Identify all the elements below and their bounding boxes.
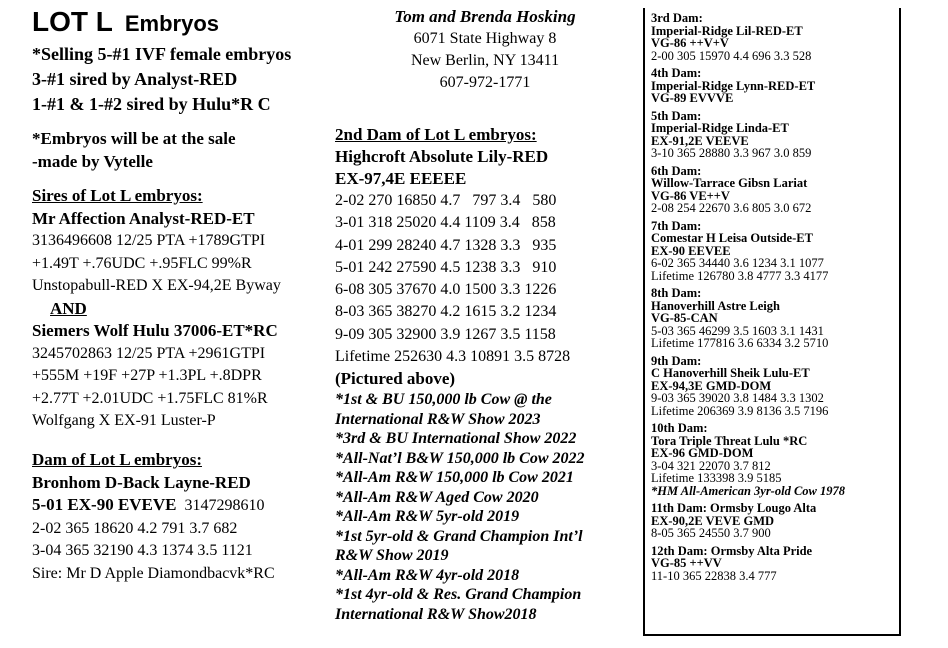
dam-entry-class: EX-91,2E VEEVE xyxy=(651,133,749,148)
dam-block xyxy=(32,449,275,585)
dam-entry-4 xyxy=(651,67,899,105)
sires-block xyxy=(32,185,281,433)
record-line: 8-03 365 38270 4.2 1615 3.2 1234 xyxy=(335,303,557,321)
dam-entry-name: Hanoverhill Astre Leigh xyxy=(651,298,780,313)
honor-line: *All-Am R&W Aged Cow 2020 xyxy=(335,488,539,506)
dam-registration: 3147298610 xyxy=(184,497,265,514)
dam-entry-name: Tora Triple Threat Lulu *RC xyxy=(651,433,808,448)
dam-entry-class: EX-90,2E VEVE GMD xyxy=(651,513,775,528)
dam-entry-class: VG-85-CAN xyxy=(651,311,718,325)
dam-entry-lifetime: Lifetime 126780 3.8 4777 3.3 4177 xyxy=(651,268,829,283)
dam-entry-record: 11-10 365 22838 3.4 777 xyxy=(651,568,777,583)
honor-line: *All-Am R&W 150,000 lb Cow 2021 xyxy=(335,469,574,486)
dam-record-line: 2-02 365 18620 4.2 791 3.7 682 xyxy=(32,519,238,537)
pedigree-box xyxy=(643,8,901,636)
dam-entry-record: 2-08 254 22670 3.6 805 3.0 672 xyxy=(651,201,812,215)
lot-title-lot: LOT L xyxy=(32,6,113,37)
dam-entry-record: 8-05 365 24550 3.7 900 xyxy=(651,526,771,540)
dam-label: 9th Dam: xyxy=(651,353,702,368)
second-dam-classification: EX-97,4E EEEEE xyxy=(335,169,467,188)
lifetime-record: Lifetime 252630 4.3 10891 3.5 8728 xyxy=(335,348,571,366)
dam-heading: Dam of Lot L embryos: xyxy=(32,450,202,469)
dam-entry-record: 6-02 365 34440 3.6 1234 3.1 1077 xyxy=(651,256,824,270)
dam-entry-name: Imperial-Ridge Lil-RED-ET xyxy=(651,23,803,38)
record-line: 4-01 299 28240 4.7 1328 3.3 935 xyxy=(335,236,557,254)
record-line: 3-01 318 25020 4.4 1109 3.4 858 xyxy=(335,214,556,232)
owner-block xyxy=(335,6,635,94)
honor-line: *All-Nat’l B&W 150,000 lb Cow 2022 xyxy=(335,449,585,467)
dam-name: Bronhom D-Back Layne-RED xyxy=(32,472,251,492)
dam-entry-name: Imperial-Ridge Lynn-RED-ET xyxy=(651,78,816,93)
sale-note-block xyxy=(32,128,236,173)
and-label: AND xyxy=(50,298,87,318)
address-line: 6071 State Highway 8 xyxy=(413,30,557,47)
dam-entry-name: Willow-Tarrace Gibsn Lariat xyxy=(651,176,808,190)
dam-entry-record: 9-03 365 39020 3.8 1484 3.3 1302 xyxy=(651,391,824,405)
dam-entry-class: VG-86 VE++V xyxy=(651,188,730,203)
dam-entry-name: Imperial-Ridge Linda-ET xyxy=(651,121,789,135)
dam-sire: Sire: Mr D Apple Diamondbacvk*RC xyxy=(32,564,275,582)
dam-entry-8 xyxy=(651,287,899,350)
dam-entry-11 xyxy=(651,502,899,540)
honor-line: *1st 4yr-old & Res. Grand Champion xyxy=(335,586,582,603)
dam-entry-record: 3-10 365 28880 3.3 967 3.0 859 xyxy=(651,146,812,160)
dam-entry-lifetime: Lifetime 206369 3.9 8136 3.5 7196 xyxy=(651,403,829,418)
sire1-name: Mr Affection Analyst-RED-ET xyxy=(32,208,255,228)
dam-label: 12th Dam: Ormsby Alta Pride xyxy=(651,543,813,558)
sire2-line: +555M +19F +27P +1.3PL +.8DPR xyxy=(32,367,262,384)
honor-line: *All-Am R&W 4yr-old 2018 xyxy=(335,566,520,584)
dam-entry-9 xyxy=(651,355,899,418)
dam-entry-class: EX-96 GMD-DOM xyxy=(651,446,754,460)
dam-entry-class: EX-90 EEVEE xyxy=(651,243,731,258)
honors-list xyxy=(335,390,585,624)
honor-line: *All-Am R&W 5yr-old 2019 xyxy=(335,508,520,525)
dam-entry-7 xyxy=(651,220,899,283)
dam-entry-class: VG-86 ++V+V xyxy=(651,36,729,50)
dam-entry-6 xyxy=(651,165,899,215)
sale-note-line: -made by Vytelle xyxy=(32,151,153,171)
record-line: 2-02 270 16850 4.7 797 3.4 580 xyxy=(335,192,557,209)
dam-entry-12 xyxy=(651,545,899,583)
dam-entry-lifetime: Lifetime 133398 3.9 5185 xyxy=(651,471,782,485)
sire1-line: 3136496608 12/25 PTA +1789GTPI xyxy=(32,232,266,249)
dam-entry-honor: *HM All-American 3yr-old Cow 1978 xyxy=(651,483,845,498)
dam-entry-5 xyxy=(651,110,899,160)
selling-line: 3-#1 sired by Analyst-RED xyxy=(32,69,238,89)
dam-entry-class: VG-85 ++VV xyxy=(651,556,722,570)
sire2-line: 3245702863 12/25 PTA +2961GTPI xyxy=(32,344,266,362)
honor-line: *1st & BU 150,000 lb Cow @ the xyxy=(335,391,552,408)
record-line: 6-08 305 37670 4.0 1500 3.3 1226 xyxy=(335,281,557,299)
dam-entry-10 xyxy=(651,422,899,497)
honor-line: International R&W Show2018 xyxy=(335,605,537,623)
address-line: New Berlin, NY 13411 xyxy=(410,52,560,69)
dam-label: 4th Dam: xyxy=(651,66,702,80)
record-line: 9-09 305 32900 3.9 1267 3.5 1158 xyxy=(335,325,556,343)
owner-name: Tom and Brenda Hosking xyxy=(394,7,576,26)
dam-label: 8th Dam: xyxy=(651,286,702,300)
pictured-note: (Pictured above) xyxy=(335,369,456,389)
sire2-line: +2.77T +2.01UDC +1.75FLC 81%R xyxy=(32,389,268,407)
dam-record-line: 3-04 365 32190 4.3 1374 3.5 1121 xyxy=(32,542,253,559)
record-line: 5-01 242 27590 4.5 1238 3.3 910 xyxy=(335,258,557,276)
dam-entry-record: 5-03 365 46299 3.5 1603 3.1 1431 xyxy=(651,323,824,338)
dam-classification-row xyxy=(32,494,275,518)
selling-block xyxy=(32,42,291,117)
second-dam-block xyxy=(335,124,570,389)
selling-line: 1-#1 & 1-#2 sired by Hulu*R C xyxy=(32,94,271,114)
dam-entry-lifetime: Lifetime 177816 3.6 6334 3.2 5710 xyxy=(651,336,829,350)
phone: 607-972-1771 xyxy=(439,74,531,91)
dam-label: 11th Dam: Ormsby Lougo Alta xyxy=(651,501,817,515)
sire1-line: Unstopabull-RED X EX-94,2E Byway xyxy=(32,277,281,294)
dam-label: 7th Dam: xyxy=(651,218,702,233)
sale-note-line: *Embryos will be at the sale xyxy=(32,129,236,148)
second-dam-column xyxy=(335,0,635,648)
dam-entry-name: C Hanoverhill Sheik Lulu-ET xyxy=(651,366,810,380)
sire1-line: +1.49T +.76UDC +.95FLC 99%R xyxy=(32,254,252,272)
dam-entry-record: 3-04 321 22070 3.7 812 xyxy=(651,458,771,473)
honor-line: *1st 5yr-old & Grand Champion Int’l xyxy=(335,527,583,545)
dam-classification: 5-01 EX-90 EVEVE xyxy=(32,495,177,514)
dam-entry-3 xyxy=(651,12,899,62)
sires-heading: Sires of Lot L embryos: xyxy=(32,186,203,205)
dam-label: 5th Dam: xyxy=(651,108,702,123)
honor-line: *3rd & BU International Show 2022 xyxy=(335,430,577,447)
lot-title-embryos: Embryos xyxy=(124,11,220,36)
dam-entry-class: EX-94,3E GMD-DOM xyxy=(651,378,772,393)
lot-title xyxy=(32,6,219,38)
sire2-name: Siemers Wolf Hulu 37006-ET*RC xyxy=(32,321,278,340)
sire2-line: Wolfgang X EX-91 Luster-P xyxy=(32,412,216,429)
honor-line: International R&W Show 2023 xyxy=(335,410,541,428)
dam-entry-record: 2-00 305 15970 4.4 696 3.3 528 xyxy=(651,48,812,63)
dam-entry-class: VG-89 EVVVE xyxy=(651,91,734,105)
lot-info-column xyxy=(32,0,332,648)
dam-entry-name: Comestar H Leisa Outside-ET xyxy=(651,231,813,245)
second-dam-name: Highcroft Absolute Lily-RED xyxy=(335,147,549,166)
dam-label: 6th Dam: xyxy=(651,163,702,178)
honor-line: R&W Show 2019 xyxy=(335,547,449,564)
second-dam-heading: 2nd Dam of Lot L embryos: xyxy=(335,125,537,144)
selling-line: *Selling 5-#1 IVF female embryos xyxy=(32,44,292,64)
dam-label: 10th Dam: xyxy=(651,421,708,435)
dam-label: 3rd Dam: xyxy=(651,11,703,25)
